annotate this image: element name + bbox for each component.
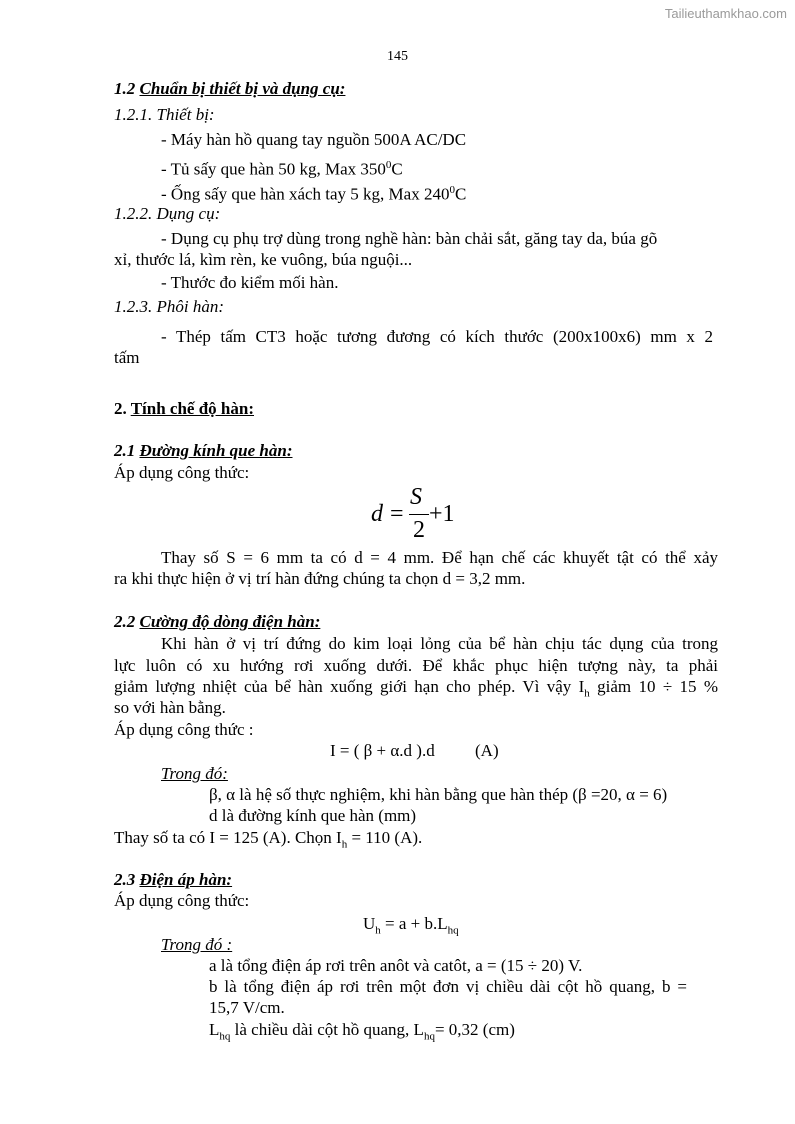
page-number: 145	[387, 49, 408, 64]
formula-denominator: 2	[413, 517, 425, 543]
current-where-label: Trong đó:	[161, 764, 228, 783]
voltage-where-line-4: $L_{hq}$ là chiều dài cột hồ quang, $L_{hq}= 0,32$ (cm)	[209, 1020, 515, 1043]
voltage-where-line-2: b là tổng điện áp rơi trên một đơn vị chiều dài cột hồ quang, b =	[209, 977, 687, 996]
diameter-para-line-2: ra khi thực hiện ở vị trí hàn đứng chúng ta chọn d = 3,2 mm.	[114, 569, 526, 588]
formula-equals: =	[390, 501, 404, 527]
equipment-item-2: - Tủ sấy que hàn 50 kg, Max $350^0C$	[161, 159, 403, 179]
current-where-line-2: d là đường kính que hàn (mm)	[209, 806, 417, 825]
formula-plus-one: +1	[429, 501, 455, 527]
section-2-2-heading: 2.2 Cường độ dòng điện hàn:	[114, 612, 321, 631]
tools-line-1: - Dụng cụ phụ trợ dùng trong nghề hàn: bàn chải sắt, găng tay da, búa gõ	[161, 229, 658, 248]
current-result: Thay số ta có I = 125 (A). Chọn $I_h = 110$ (A).	[114, 828, 423, 851]
current-where-line-1: β, α là hệ số thực nghiệm, khi hàn bằng que hàn thép (β =20, α = 6)	[209, 785, 668, 804]
section-2-1-heading: 2.1 Đường kính que hàn:	[114, 441, 293, 460]
voltage-where-label: Trong đó :	[161, 935, 233, 954]
fraction-bar	[409, 514, 429, 515]
voltage-where-line-3: 15,7 V/cm.	[209, 998, 285, 1017]
subsection-1-2-2-title: 1.2.2. Dụng cụ:	[114, 204, 221, 223]
current-para-line-3: giảm lượng nhiệt của bể hàn xuống giới hạn cho phép. Vì vậy $I_h$ giảm 10 ÷ 15 %	[114, 677, 718, 700]
current-para-line-4: so với hàn bằng.	[114, 698, 226, 717]
subsection-1-2-1-title: 1.2.1. Thiết bị:	[114, 105, 215, 124]
formula-numerator: S	[410, 484, 422, 510]
workpiece-line-2: tấm	[114, 348, 140, 367]
voltage-where-line-1: a là tổng điện áp rơi trên anôt và catôt, a = (15 ÷ 20) V.	[209, 956, 583, 975]
tools-line-3: - Thước đo kiểm mối hàn.	[161, 273, 339, 292]
current-formula-unit: (A)	[475, 741, 499, 760]
equipment-item-3: - Ống sấy que hàn xách tay 5 kg, Max $240^0C$	[161, 184, 467, 204]
equipment-item-1: - Máy hàn hồ quang tay nguồn 500A AC/DC	[161, 130, 467, 149]
voltage-apply-label: Áp dụng công thức:	[114, 891, 250, 910]
section-1-2-heading: 1.2 Chuẩn bị thiết bị và dụng cụ:	[114, 79, 346, 98]
subsection-1-2-3-title: 1.2.3. Phôi hàn:	[114, 297, 225, 316]
voltage-formula: $U_h = a + b.L_{hq}$	[363, 914, 459, 937]
section-2-3-heading: 2.3 Điện áp hàn:	[114, 870, 233, 889]
section-2-heading: 2. Tính chế độ hàn:	[114, 399, 254, 418]
current-para-line-1: Khi hàn ở vị trí đứng do kim loại lỏng của bể hàn chịu tác dụng của trong	[161, 634, 718, 653]
tools-line-2: xỉ, thước lá, kìm rèn, ke vuông, búa nguội...	[114, 250, 413, 269]
diameter-para-line-1: Thay số S = 6 mm ta có d = 4 mm. Để hạn chế các khuyết tật có thể xảy	[161, 548, 718, 567]
formula-d: d	[371, 501, 383, 527]
current-apply-label: Áp dụng công thức :	[114, 720, 254, 739]
apply-formula-label: Áp dụng công thức:	[114, 463, 250, 482]
watermark: Tailieuthamkhao.com	[664, 6, 787, 21]
current-formula: I = ( β + α.d ).d	[330, 741, 435, 760]
workpiece-line-1: - Thép tấm CT3 hoặc tương đương có kích thước (200x100x6) mm x 2	[161, 327, 713, 346]
current-para-line-2: lực luôn có xu hướng rơi xuống dưới. Để khắc phục hiện tượng này, ta phải	[114, 656, 718, 675]
